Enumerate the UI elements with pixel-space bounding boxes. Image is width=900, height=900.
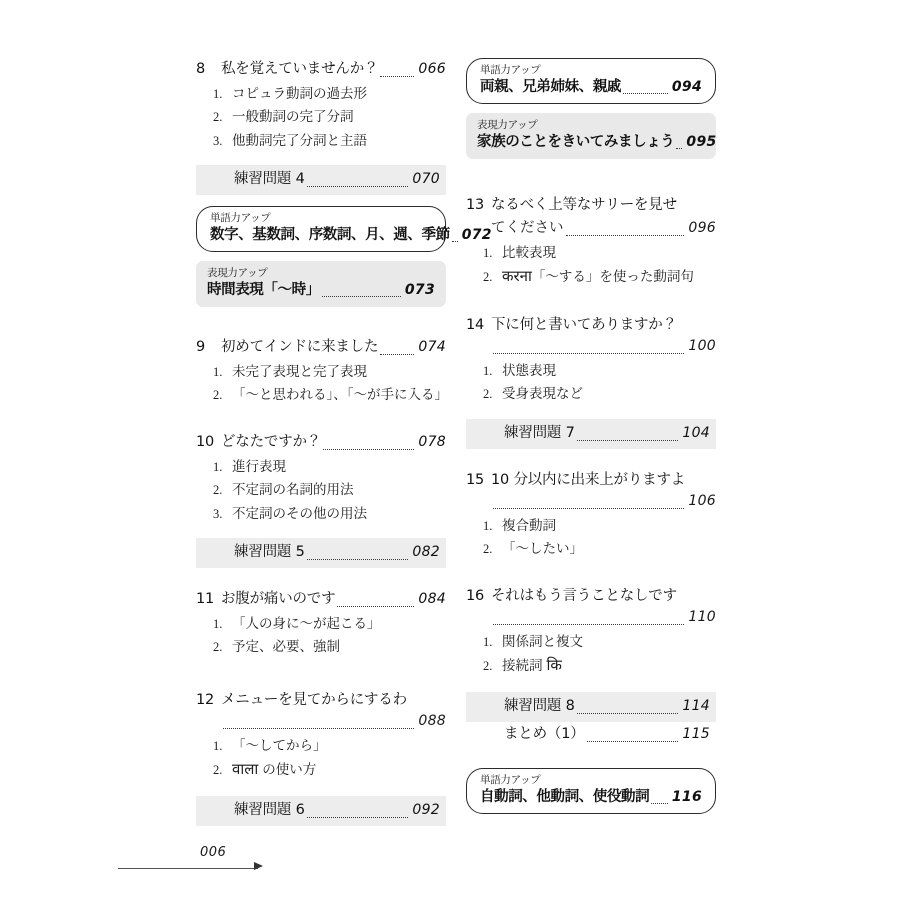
chapter-title-continued: てください bbox=[491, 219, 564, 236]
toc-entry-chapter-15[interactable] bbox=[466, 469, 716, 561]
toc-entry-chapter-12[interactable] bbox=[196, 689, 446, 783]
list-item[interactable] bbox=[466, 241, 716, 265]
callout-kicker: 表現力アップ bbox=[477, 119, 538, 132]
dot-leader bbox=[577, 439, 679, 441]
devanagari-term: वाला bbox=[232, 760, 259, 779]
list-item[interactable] bbox=[196, 635, 446, 659]
practice-block bbox=[466, 419, 716, 449]
chapter-title: 下に何と書いてありますか？ bbox=[491, 316, 677, 333]
dot-leader bbox=[323, 448, 414, 450]
subitem-label: 未完了表現と完了表現 bbox=[232, 363, 367, 379]
subitem-label: 一般動詞の完了分詞 bbox=[232, 109, 354, 125]
dot-leader bbox=[676, 147, 682, 149]
page-number: 074 bbox=[418, 339, 446, 356]
list-item[interactable] bbox=[196, 82, 446, 106]
callout-main bbox=[480, 77, 702, 98]
subitem-number: 1. bbox=[483, 634, 493, 649]
chapter-title: 初めてインドに来ました bbox=[221, 339, 379, 356]
subitem-number: 1. bbox=[483, 518, 493, 533]
subitem-number: 2. bbox=[213, 763, 223, 778]
list-item[interactable] bbox=[196, 502, 446, 526]
subitem-number: 2. bbox=[483, 387, 493, 402]
practice-row-7[interactable] bbox=[466, 419, 716, 449]
subitem-label: 「～と思われる」、「～が手に入る」 bbox=[232, 387, 448, 403]
dot-leader bbox=[623, 92, 668, 94]
vocab-power-up-box[interactable] bbox=[466, 58, 716, 104]
expression-power-up-box[interactable] bbox=[466, 113, 716, 159]
subitem-number: 1. bbox=[213, 738, 223, 753]
devanagari-term: कि bbox=[546, 656, 562, 675]
footer-rule bbox=[118, 868, 258, 869]
list-item[interactable] bbox=[196, 612, 446, 636]
page-number: 104 bbox=[682, 424, 710, 441]
list-item[interactable] bbox=[196, 455, 446, 479]
practice-row-8[interactable] bbox=[466, 692, 716, 722]
dot-leader bbox=[452, 240, 458, 242]
folio-number: 006 bbox=[200, 845, 227, 860]
chapter-heading-continuation bbox=[196, 711, 446, 733]
dot-leader bbox=[380, 75, 414, 77]
chapter-title: 私を覚えていませんか？ bbox=[221, 61, 379, 77]
practice-block bbox=[196, 538, 446, 568]
page-number: 066 bbox=[418, 61, 446, 77]
practice-label: 練習問題 7 bbox=[504, 424, 575, 441]
chapter-heading bbox=[466, 585, 716, 607]
chapter-title: なるべく上等なサリーを見せ bbox=[491, 197, 677, 214]
chapter-number: 10 bbox=[196, 433, 215, 450]
subitem-label: 接続詞 bbox=[502, 658, 543, 674]
practice-label: 練習問題 5 bbox=[234, 544, 305, 561]
chapter-heading bbox=[196, 336, 446, 359]
practice-row-6[interactable] bbox=[196, 796, 446, 826]
dot-leader bbox=[577, 712, 679, 714]
chapter-heading bbox=[196, 588, 446, 611]
callout-kicker: 単語力アップ bbox=[480, 773, 541, 786]
page-number: 114 bbox=[682, 698, 710, 715]
dot-leader bbox=[380, 353, 414, 355]
dot-leader bbox=[493, 623, 684, 625]
summary-row[interactable] bbox=[466, 722, 716, 748]
subitem-label: 「～したい」 bbox=[502, 541, 583, 557]
chapter-number: 8 bbox=[196, 61, 206, 77]
chapter-number: 14 bbox=[466, 316, 485, 333]
dot-leader bbox=[337, 605, 414, 607]
summary-line bbox=[466, 723, 710, 746]
practice-block bbox=[196, 165, 446, 195]
page-number: 095 bbox=[686, 134, 717, 151]
toc-entry-chapter-13[interactable] bbox=[466, 194, 716, 289]
subitem-label: 進行表現 bbox=[232, 458, 286, 474]
chapter-number: 13 bbox=[466, 197, 485, 214]
chapter-subitems bbox=[466, 241, 716, 290]
list-item[interactable] bbox=[196, 383, 446, 407]
chapter-heading bbox=[196, 689, 446, 711]
practice-label: 練習問題 6 bbox=[234, 801, 305, 818]
vocab-power-up-box[interactable] bbox=[196, 206, 492, 252]
page-number: 082 bbox=[412, 544, 440, 561]
dot-leader bbox=[322, 295, 401, 297]
subitem-number: 2. bbox=[213, 483, 223, 498]
practice-line bbox=[466, 695, 710, 718]
subitem-number: 2. bbox=[483, 659, 493, 674]
practice-row-5[interactable] bbox=[196, 538, 446, 568]
vocab-power-up-box[interactable] bbox=[466, 768, 716, 814]
callout-kicker: 単語力アップ bbox=[480, 64, 541, 76]
list-item[interactable] bbox=[466, 537, 716, 561]
chapter-heading bbox=[466, 194, 716, 216]
practice-line bbox=[466, 422, 710, 445]
list-item[interactable] bbox=[466, 653, 716, 679]
page-number: 110 bbox=[688, 609, 716, 626]
list-item[interactable] bbox=[196, 734, 446, 758]
callout-title: 時間表現「～時」 bbox=[207, 282, 320, 299]
chapter-heading bbox=[196, 58, 446, 81]
subitem-label: 不定詞のその他の用法 bbox=[232, 505, 367, 521]
subitem-number: 1. bbox=[483, 363, 493, 378]
toc-entry-chapter-16[interactable] bbox=[466, 585, 716, 679]
chapter-number: 15 bbox=[466, 471, 485, 488]
page-footer bbox=[118, 845, 298, 879]
expression-power-up-box[interactable] bbox=[196, 261, 446, 307]
list-item[interactable] bbox=[466, 359, 716, 383]
subitem-label: 「～する」を使った動詞句 bbox=[531, 269, 694, 285]
page-number: 094 bbox=[671, 79, 702, 96]
chapter-heading-continuation bbox=[466, 607, 716, 629]
chapter-subitems bbox=[466, 630, 716, 679]
dot-leader bbox=[651, 802, 668, 804]
practice-line bbox=[196, 168, 440, 191]
chapter-title: それはもう言うことなしです bbox=[491, 587, 677, 604]
dot-leader bbox=[307, 185, 409, 187]
list-item[interactable] bbox=[196, 360, 446, 384]
page-number: 084 bbox=[418, 590, 446, 607]
callout-title: 自動詞、他動詞、使役動詞 bbox=[480, 788, 650, 805]
list-item[interactable] bbox=[466, 630, 716, 654]
callout-main bbox=[207, 280, 435, 301]
page-number: 092 bbox=[412, 801, 440, 818]
subitem-number: 3. bbox=[213, 133, 223, 148]
list-item[interactable] bbox=[466, 382, 716, 406]
list-item[interactable] bbox=[196, 105, 446, 129]
dot-leader bbox=[493, 352, 684, 354]
toc-entry-chapter-11[interactable] bbox=[196, 588, 446, 659]
callout-group bbox=[196, 206, 492, 307]
subitem-label: 不定詞の名詞的用法 bbox=[232, 482, 354, 498]
right-arrow-icon bbox=[254, 862, 263, 870]
page-number: 078 bbox=[418, 433, 446, 450]
chapter-number: 11 bbox=[196, 590, 215, 607]
dot-leader bbox=[307, 816, 409, 818]
page-number: 096 bbox=[688, 219, 716, 236]
subitem-label: 他動詞完了分詞と主語 bbox=[232, 132, 367, 148]
practice-block bbox=[196, 796, 446, 826]
subitem-number: 2. bbox=[213, 388, 223, 403]
callout-title: 両親、兄弟姉妹、親戚 bbox=[480, 79, 621, 96]
dot-leader bbox=[223, 727, 414, 729]
chapter-subitems bbox=[466, 514, 716, 561]
subitem-label: 比較表現 bbox=[502, 244, 556, 260]
practice-line bbox=[196, 541, 440, 564]
page-number: 106 bbox=[688, 493, 716, 510]
subitem-label: 状態表現 bbox=[502, 362, 556, 378]
page-number: 070 bbox=[412, 171, 440, 188]
callout-main bbox=[480, 787, 702, 808]
subitem-label: 予定、必要、強制 bbox=[232, 639, 340, 654]
chapter-number: 16 bbox=[466, 587, 485, 604]
subitem-number: 1. bbox=[213, 86, 223, 101]
chapter-heading bbox=[466, 469, 716, 491]
subitem-number: 1. bbox=[213, 459, 223, 474]
dot-leader bbox=[566, 234, 685, 236]
chapter-subitems bbox=[196, 612, 446, 659]
chapter-heading-continuation bbox=[466, 336, 716, 358]
callout-title: 家族のことをきいてみましょう bbox=[477, 134, 675, 151]
subitem-number: 2. bbox=[483, 270, 493, 285]
subitem-label: 「～してから」 bbox=[232, 737, 327, 753]
subitem-number: 1. bbox=[213, 616, 223, 631]
callout-main bbox=[210, 225, 492, 246]
page-number: 072 bbox=[461, 227, 492, 244]
toc-entry-chapter-10[interactable] bbox=[196, 431, 446, 525]
subitem-label: コピュラ動詞の過去形 bbox=[232, 85, 367, 101]
toc-entry-chapter-9[interactable] bbox=[196, 336, 446, 407]
callout-title: 数字、基数詞、序数詞、月、週、季節 bbox=[210, 227, 450, 244]
callout-kicker: 表現力アップ bbox=[207, 267, 268, 280]
chapter-heading-continuation bbox=[466, 491, 716, 513]
devanagari-term: करना bbox=[502, 267, 532, 286]
subitem-label: 「人の身に～が起こる」 bbox=[232, 615, 381, 631]
subitem-label: の使い方 bbox=[262, 762, 317, 778]
page-number: 115 bbox=[682, 725, 710, 742]
chapter-number: 12 bbox=[196, 691, 215, 708]
page-number: 116 bbox=[671, 788, 702, 805]
list-item[interactable] bbox=[466, 264, 716, 290]
chapter-subitems bbox=[196, 734, 446, 783]
toc-entry-chapter-8[interactable] bbox=[196, 58, 446, 152]
practice-row-4[interactable] bbox=[196, 165, 446, 195]
list-item[interactable] bbox=[466, 514, 716, 538]
toc-right-column bbox=[466, 0, 716, 823]
page-number: 088 bbox=[418, 712, 446, 729]
dot-leader bbox=[587, 740, 679, 742]
practice-label: 練習問題 8 bbox=[504, 698, 575, 715]
chapter-title: 10 分以内に出来上がりますよ bbox=[491, 471, 686, 488]
subitem-number: 2. bbox=[213, 110, 223, 125]
subitem-number: 2. bbox=[213, 640, 223, 654]
list-item[interactable] bbox=[196, 129, 446, 153]
chapter-subitems bbox=[196, 455, 446, 526]
callout-kicker: 単語力アップ bbox=[210, 211, 271, 224]
subitem-number: 1. bbox=[483, 245, 493, 260]
chapter-heading-continuation bbox=[466, 217, 716, 240]
subitem-number: 2. bbox=[483, 542, 493, 557]
practice-label: 練習問題 4 bbox=[234, 171, 305, 188]
subitem-number: 3. bbox=[213, 506, 223, 521]
practice-line bbox=[196, 799, 440, 822]
chapter-heading bbox=[196, 431, 446, 454]
dot-leader bbox=[493, 507, 684, 509]
chapter-subitems bbox=[196, 82, 446, 153]
chapter-title: お腹が痛いのです bbox=[221, 590, 336, 607]
subitem-label: 関係詞と複文 bbox=[502, 633, 583, 649]
chapter-heading bbox=[466, 314, 716, 336]
toc-entry-chapter-14[interactable] bbox=[466, 314, 716, 406]
callout-main bbox=[477, 132, 717, 153]
practice-block bbox=[466, 692, 716, 747]
subitem-label: 複合動詞 bbox=[502, 517, 556, 533]
chapter-subitems bbox=[196, 360, 446, 407]
page-number: 073 bbox=[404, 282, 435, 299]
list-item[interactable] bbox=[196, 757, 446, 783]
page-number: 100 bbox=[688, 338, 716, 355]
chapter-subitems bbox=[466, 359, 716, 406]
chapter-title: メニューを見てからにするわ bbox=[221, 691, 407, 708]
summary-label: まとめ（1） bbox=[504, 725, 585, 742]
list-item[interactable] bbox=[196, 478, 446, 502]
dot-leader bbox=[307, 558, 409, 560]
subitem-label: 受身表現など bbox=[502, 386, 583, 402]
chapter-title: どなたですか？ bbox=[221, 433, 322, 450]
chapter-number: 9 bbox=[196, 339, 206, 356]
subitem-number: 1. bbox=[213, 364, 223, 379]
